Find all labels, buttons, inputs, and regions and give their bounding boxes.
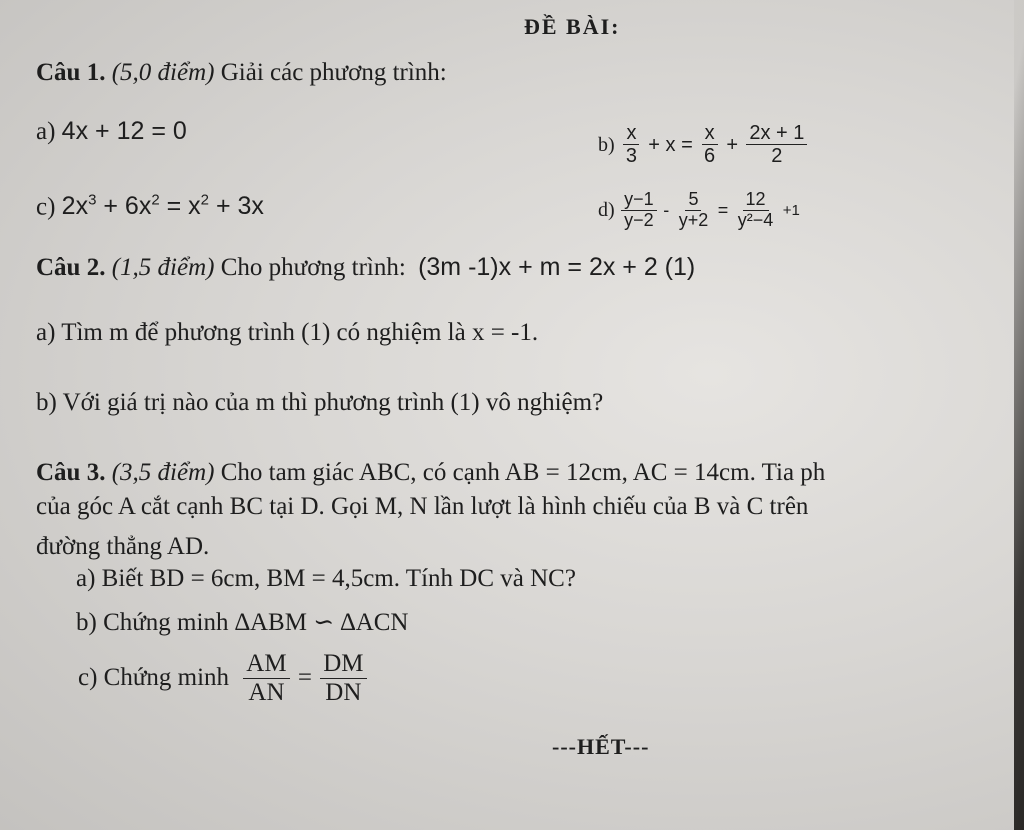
question-3-label: Câu 3. [36, 459, 106, 486]
question-1b-middle: + x = [648, 133, 693, 156]
question-2-points: (1,5 điểm) [111, 254, 215, 281]
plus-one: +1 [782, 201, 800, 219]
equals-sign: = [297, 664, 312, 691]
question-3-line-2: của góc A cắt cạnh BC tại D. Gọi M, N lần lượt là hình chiếu của B và C trên [36, 493, 809, 520]
question-2a: a) Tìm m để phương trình (1) có nghiệm là x = -1. [36, 319, 539, 346]
question-1c-label: c) [36, 193, 56, 221]
question-1d-label: d) [598, 198, 615, 221]
question-1c [36, 186, 264, 222]
question-3b: b) Chứng minh ∆ABM ∽ ∆ACN [76, 609, 409, 636]
question-3-heading [36, 458, 825, 488]
question-3-line-1: Cho tam giác ABC, có cạnh AB = 12cm, AC = 14cm. Tia ph [220, 459, 826, 486]
question-1d [596, 190, 802, 231]
question-1-points: (5,0 điểm) [111, 59, 215, 86]
fraction-x-over-6: $\frac{x}{6}$ [701, 122, 718, 167]
question-3-points: (3,5 điểm) [111, 459, 215, 486]
question-3-line-3: đường thẳng AD. [36, 533, 210, 560]
fraction-5-over-y-plus-2: $\frac{5}{y+2}$ [678, 189, 709, 230]
question-2-label: Câu 2. [36, 254, 106, 281]
question-2b: b) Với giá trị nào của m thì phương trình (1) vô nghiệm? [36, 389, 604, 416]
question-3c [76, 650, 367, 706]
fraction-y-minus-1-over-y-minus-2: $\frac{y-1}{y-2}$ [621, 190, 657, 231]
question-1-label: Câu 1. [36, 59, 106, 86]
question-1a [36, 116, 187, 147]
page-title: ĐỀ BÀI: [524, 14, 621, 39]
fraction-dm-over-dn: $\frac{DM}{DN}$ [320, 650, 366, 706]
question-1-text: Giải các phương trình: [220, 59, 447, 86]
minus-sign: - [663, 199, 670, 220]
plus-sign: + [726, 133, 739, 156]
question-1b [596, 122, 807, 167]
end-marker: ---HẾT--- [552, 734, 650, 759]
question-1-heading [36, 58, 447, 88]
fraction-x-over-3: $\frac{x}{3}$ [623, 122, 640, 167]
question-1a-label: a) [36, 118, 56, 145]
question-3a: a) Biết BD = 6cm, BM = 4,5cm. Tính DC và NC? [76, 565, 576, 592]
fraction-am-over-an: $\frac{AM}{AN}$ [243, 650, 289, 706]
question-1c-equation: $2x^3 + 6x^2 = x^2 + 3x$ [61, 192, 264, 221]
question-3c-text: c) Chứng minh [78, 664, 230, 691]
question-2-equation: (3m -1)x + m = 2x + 2 (1) [418, 253, 696, 281]
question-1b-label: b) [598, 133, 615, 156]
question-2-text: Cho phương trình: [220, 254, 406, 281]
equals-sign: = [717, 199, 729, 220]
question-1a-equation: 4x + 12 = 0 [61, 117, 187, 145]
fraction-12-over-y2-minus-4: $\frac{12}{\text{y²−4}}$ [737, 189, 774, 230]
question-2-heading [36, 252, 695, 283]
fraction-2x-plus-1-over-2: $\frac{2x + 1}{2}$ [746, 122, 807, 167]
